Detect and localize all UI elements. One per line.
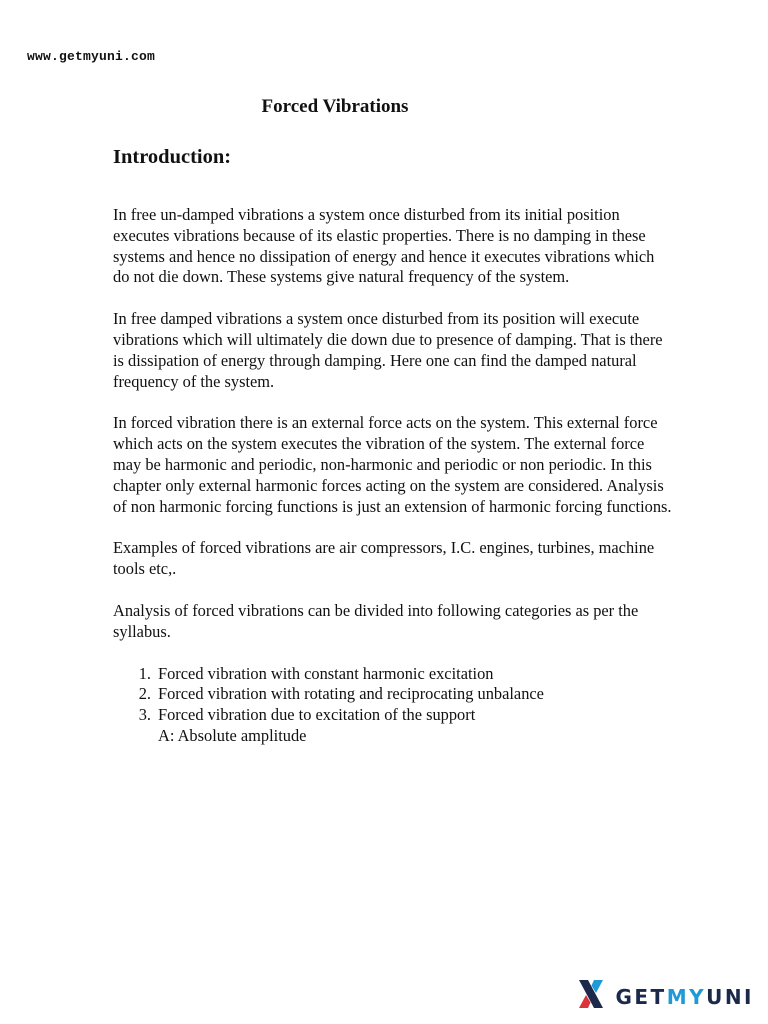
list-item-text: Forced vibration with rotating and reciprocating unbalance [158,684,544,704]
document-body [113,205,673,747]
list-item [113,664,673,685]
list-item-number: 3. [138,705,151,725]
document-title: Forced Vibrations [261,96,409,117]
paragraph-forced: In forced vibration there is an external force acts on the system. This external force which acts on the system executes the vibration of the system. The external force may be harmonic and periodic, non-harmonic and periodic or non periodic. In this chapter only external harmonic forces acting on the system are considered. Analysis of non harmonic forcing functions is just an extension of harmonic forcing functions. [113,413,672,516]
logo-text-uni: UNI [706,984,754,1009]
logo-text-get: GET [615,984,667,1009]
section-heading: Introduction: [113,146,232,168]
logo-text-my: MY [666,984,707,1009]
paragraph-undamped: In free un-damped vibrations a system once disturbed from its initial position executes vibrations because of its elastic properties. There is no damping in these systems and hence no dissipation of energy and hence it executes vibrations which do not die down. These systems give natural frequency of the system. [113,205,655,287]
paragraph-examples: Examples of forced vibrations are air compressors, I.C. engines, turbines, machine tools etc,. [113,538,655,579]
list-item [113,705,673,726]
logo-wordmark [615,985,754,1009]
list-item-text: Forced vibration due to excitation of the support [158,705,476,725]
header-url: www.getmyuni.com [27,49,156,64]
list-item-text: Forced vibration with constant harmonic excitation [158,663,494,683]
paragraph-analysis: Analysis of forced vibrations can be divided into following categories as per the syllabus. [113,600,639,641]
categories-list [113,664,673,747]
list-item [113,684,673,705]
getmyuni-x-logo-icon [577,977,605,1016]
getmyuni-logo [577,977,754,1016]
paragraph-damped: In free damped vibrations a system once disturbed from its position will execute vibrations which will ultimately die down due to presence of damping. That is there is dissipation of energy through damping. Here one can find the damped natural frequency of the system. [113,309,663,391]
list-sub-item: A: Absolute amplitude [158,725,307,745]
list-item-number: 1. [138,663,151,683]
list-item-number: 2. [138,684,151,704]
